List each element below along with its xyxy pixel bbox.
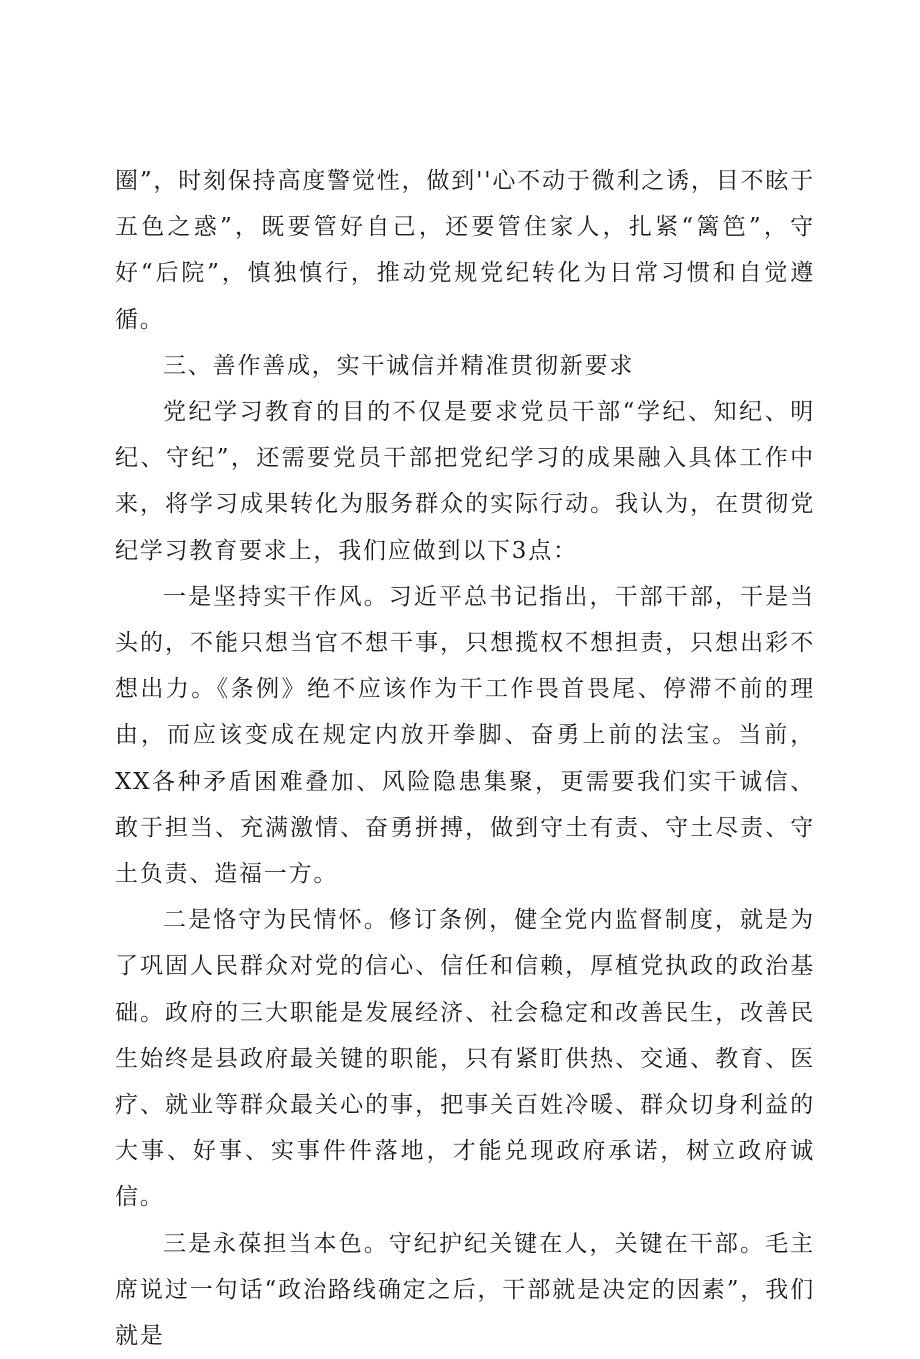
paragraph: 二是恪守为民情怀。修订条例，健全党内监督制度，就是为了巩固人民群众对党的信心、信任和信赖，厚植党执政的政治基础。政府的三大职能是发展经济、社会稳定和改善民生，改善民生始终是县政府最关键的职能，只有紧盯供热、交通、教育、医疗、就业等群众最关心的事，把事关百姓冷暖、群众切身利益的大事、好事、实事件件落地，才能兑现政府承诺，树立政府诚信。: [115, 907, 815, 1211]
paragraph: 党纪学习教育的目的不仅是要求党员干部“学纪、知纪、明纪、守纪”，还需要党员干部把党纪学习的成果融入具体工作中来，将学习成果转化为服务群众的实际行动。我认为，在贯彻党纪学习教育要求上，我们应做到以下3点：: [115, 399, 815, 564]
document-body: [115, 158, 815, 1359]
paragraph: 三是永葆担当本色。守纪护纪关键在人，关键在干部。毛主席说过一句话“政治路线确定之后，干部就是决定的因素”，我们就是: [115, 1230, 815, 1350]
section-heading: 三、善作善成，实干诚信并精准贯彻新要求: [163, 352, 635, 379]
paragraph-continuation: 圈”，时刻保持高度警觉性，做到''心不动于微利之诱，目不眩于五色之惑”，既要管好自己，还要管住家人，扎紧“篱笆”，守好“后院”，慎独慎行，推动党规党纪转化为日常习惯和自觉遵循。: [115, 168, 815, 333]
paragraph: 一是坚持实干作风。习近平总书记指出，干部干部，干是当头的，不能只想当官不想干事，只想揽权不想担责，只想出彩不想出力。《条例》绝不应该作为干工作畏首畏尾、停滞不前的理由，而应该变成在规定内放开拳脚、奋勇上前的法宝。当前，XX各种矛盾困难叠加、风险隐患集聚，更需要我们实干诚信、敢于担当、充满激情、奋勇拼搏，做到守土有责、守土尽责、守土负责、造福一方。: [115, 583, 815, 888]
